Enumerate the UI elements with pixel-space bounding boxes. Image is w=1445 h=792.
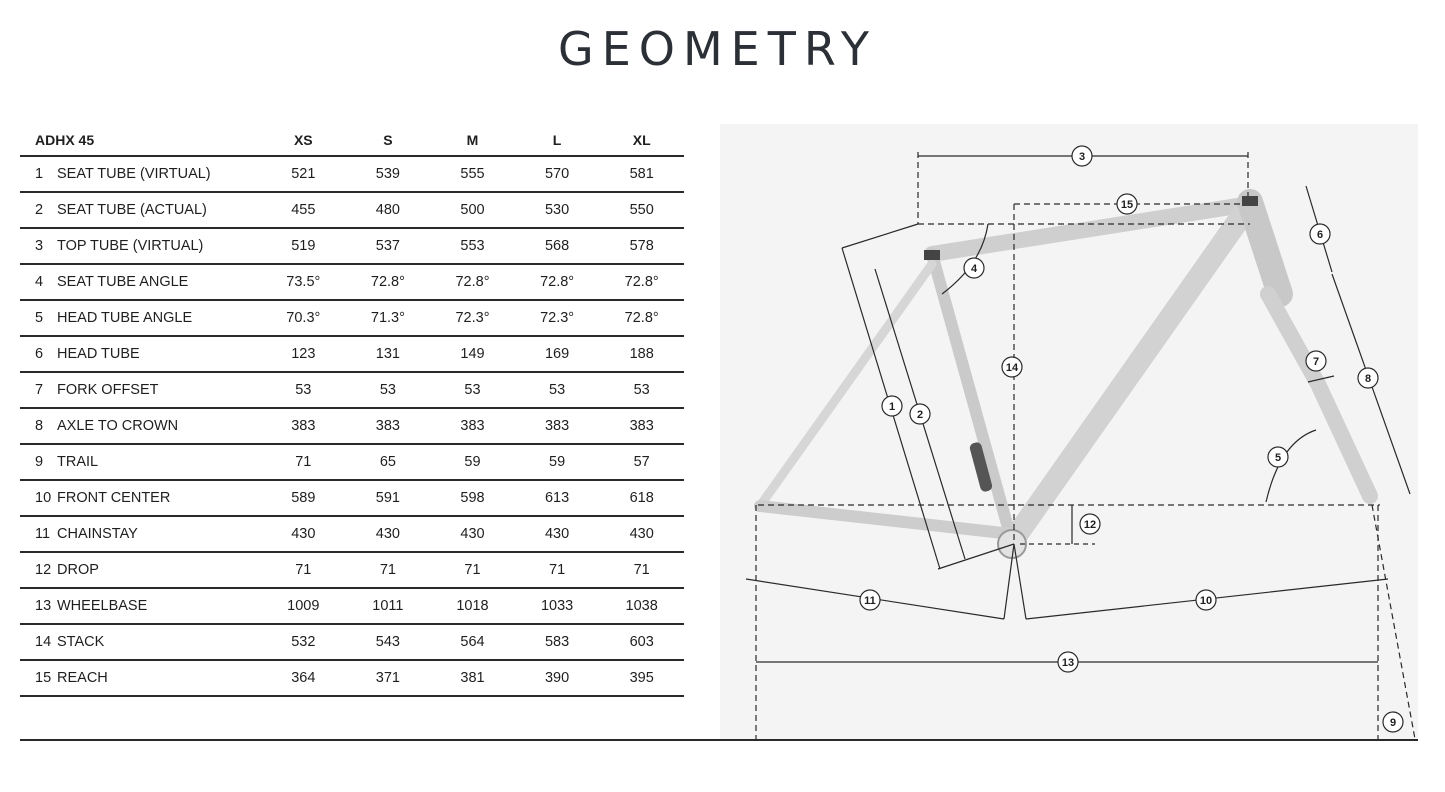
cell-value: 53	[261, 372, 346, 408]
seat-tube	[932, 254, 1012, 542]
table-row	[20, 228, 684, 264]
table-row	[20, 336, 684, 372]
callout-number: 10	[1199, 595, 1213, 607]
chain-stay	[760, 506, 1012, 534]
cell-value: 583	[515, 624, 600, 660]
row-label	[20, 552, 261, 588]
table-row	[20, 624, 684, 660]
geometry-table	[20, 125, 684, 697]
cell-value: 383	[430, 408, 515, 444]
row-label-text: FORK OFFSET	[57, 382, 159, 398]
size-header: L	[515, 125, 600, 156]
cell-value: 131	[346, 336, 431, 372]
bike-geometry-diagram	[720, 124, 1418, 739]
callout-number: 12	[1083, 519, 1097, 531]
cell-value: 618	[599, 480, 684, 516]
cell-value: 570	[515, 156, 600, 192]
cell-value: 53	[430, 372, 515, 408]
row-number: 6	[35, 346, 44, 362]
cell-value: 383	[515, 408, 600, 444]
frame-drawing	[720, 124, 1418, 739]
callout-number: 15	[1120, 199, 1134, 211]
row-label	[20, 300, 261, 336]
cell-value: 53	[515, 372, 600, 408]
cell-value: 383	[261, 408, 346, 444]
callout-number: 8	[1364, 373, 1372, 385]
row-number: 3	[35, 238, 44, 254]
row-label-text: SEAT TUBE ANGLE	[57, 274, 189, 290]
row-label-text: REACH	[57, 670, 108, 686]
row-number: 12	[35, 562, 52, 578]
row-label-text: HEAD TUBE ANGLE	[57, 310, 193, 326]
cell-value: 500	[430, 192, 515, 228]
cell-value: 613	[515, 480, 600, 516]
row-label-text: TRAIL	[57, 454, 99, 470]
row-label-text: TOP TUBE (VIRTUAL)	[57, 238, 204, 254]
row-label	[20, 372, 261, 408]
cell-value: 430	[515, 516, 600, 552]
cell-value: 455	[261, 192, 346, 228]
table-row	[20, 408, 684, 444]
cell-value: 564	[430, 624, 515, 660]
cell-value: 539	[346, 156, 431, 192]
row-label	[20, 480, 261, 516]
cell-value: 70.3°	[261, 300, 346, 336]
row-number: 15	[35, 670, 52, 686]
row-number: 14	[35, 634, 52, 650]
callout-number: 14	[1005, 362, 1019, 374]
row-label	[20, 444, 261, 480]
row-label	[20, 264, 261, 300]
row-label	[20, 588, 261, 624]
cell-value: 383	[599, 408, 684, 444]
cell-value: 188	[599, 336, 684, 372]
callout-number: 3	[1078, 151, 1086, 163]
table-row	[20, 516, 684, 552]
row-label-text: CHAINSTAY	[57, 526, 138, 542]
table-row	[20, 372, 684, 408]
row-number: 13	[35, 598, 52, 614]
cell-value: 72.8°	[346, 264, 431, 300]
cell-value: 73.5°	[261, 264, 346, 300]
size-header: XL	[599, 125, 684, 156]
cell-value: 381	[430, 660, 515, 696]
headset-cap	[1242, 196, 1258, 206]
row-label	[20, 336, 261, 372]
cell-value: 364	[261, 660, 346, 696]
cell-value: 530	[515, 192, 600, 228]
table-row	[20, 300, 684, 336]
table-row	[20, 660, 684, 696]
cell-value: 521	[261, 156, 346, 192]
cell-value: 1009	[261, 588, 346, 624]
callout-number: 4	[970, 263, 978, 275]
size-header: M	[430, 125, 515, 156]
bottom-rule	[20, 739, 1418, 741]
cell-value: 71	[261, 552, 346, 588]
size-header: S	[346, 125, 431, 156]
callout-number: 11	[864, 595, 876, 607]
cell-value: 603	[599, 624, 684, 660]
table-row	[20, 480, 684, 516]
row-label-text: DROP	[57, 562, 99, 578]
table-row	[20, 192, 684, 228]
cell-value: 71	[261, 444, 346, 480]
cell-value: 589	[261, 480, 346, 516]
cell-value: 72.8°	[599, 264, 684, 300]
seat-stay	[760, 264, 932, 506]
cell-value: 71	[346, 552, 431, 588]
row-label	[20, 228, 261, 264]
cell-value: 1011	[346, 588, 431, 624]
cell-value: 395	[599, 660, 684, 696]
row-number: 10	[35, 490, 52, 506]
cell-value: 71	[430, 552, 515, 588]
cell-value: 123	[261, 336, 346, 372]
cell-value: 72.8°	[515, 264, 600, 300]
cell-value: 568	[515, 228, 600, 264]
cell-value: 72.3°	[430, 300, 515, 336]
row-label	[20, 192, 261, 228]
callout-number: 9	[1389, 717, 1397, 729]
top-tube	[932, 204, 1250, 254]
cell-value: 371	[346, 660, 431, 696]
row-label-text: SEAT TUBE (VIRTUAL)	[57, 166, 211, 182]
page-title: GEOMETRY	[558, 22, 877, 76]
row-number: 9	[35, 454, 44, 470]
cell-value: 1038	[599, 588, 684, 624]
row-number: 4	[35, 274, 44, 290]
cell-value: 72.8°	[430, 264, 515, 300]
down-tube	[1012, 204, 1250, 542]
cell-value: 59	[515, 444, 600, 480]
row-number: 5	[35, 310, 44, 326]
cell-value: 480	[346, 192, 431, 228]
cell-value: 390	[515, 660, 600, 696]
row-number: 8	[35, 418, 44, 434]
row-label-text: WHEELBASE	[57, 598, 148, 614]
trail-line	[1372, 505, 1415, 739]
table-body	[20, 156, 684, 696]
cell-value: 169	[515, 336, 600, 372]
cell-value: 57	[599, 444, 684, 480]
cell-value: 72.8°	[599, 300, 684, 336]
cell-value: 65	[346, 444, 431, 480]
callout-number: 13	[1061, 657, 1075, 669]
row-label	[20, 156, 261, 192]
row-label	[20, 660, 261, 696]
cell-value: 430	[430, 516, 515, 552]
table-row	[20, 156, 684, 192]
cell-value: 532	[261, 624, 346, 660]
seat-clamp	[924, 250, 940, 260]
cell-value: 71.3°	[346, 300, 431, 336]
table-row	[20, 444, 684, 480]
table-row	[20, 264, 684, 300]
cell-value: 581	[599, 156, 684, 192]
cell-value: 59	[430, 444, 515, 480]
cell-value: 53	[346, 372, 431, 408]
size-header: XS	[261, 125, 346, 156]
callout-markers	[860, 146, 1403, 732]
callout-number: 6	[1316, 229, 1324, 241]
table-row	[20, 588, 684, 624]
cell-value: 71	[599, 552, 684, 588]
cell-value: 537	[346, 228, 431, 264]
table-header-row	[20, 125, 684, 156]
row-label-text: STACK	[57, 634, 105, 650]
callout-number: 1	[888, 401, 896, 413]
cell-value: 555	[430, 156, 515, 192]
head-tube	[1250, 202, 1280, 294]
cell-value: 1018	[430, 588, 515, 624]
cell-value: 553	[430, 228, 515, 264]
row-number: 11	[35, 526, 51, 542]
cell-value: 53	[599, 372, 684, 408]
callout-number: 2	[916, 409, 924, 421]
cell-value: 598	[430, 480, 515, 516]
row-label-text: SEAT TUBE (ACTUAL)	[57, 202, 207, 218]
model-name: ADHX 45	[20, 125, 261, 156]
row-label	[20, 516, 261, 552]
row-number: 7	[35, 382, 44, 398]
cell-value: 430	[599, 516, 684, 552]
row-label-text: HEAD TUBE	[57, 346, 140, 362]
bike-frame	[760, 196, 1370, 558]
cell-value: 519	[261, 228, 346, 264]
cell-value: 550	[599, 192, 684, 228]
row-label	[20, 624, 261, 660]
cell-value: 383	[346, 408, 431, 444]
cell-value: 72.3°	[515, 300, 600, 336]
cell-value: 71	[515, 552, 600, 588]
callout-number: 7	[1312, 356, 1320, 368]
cell-value: 430	[261, 516, 346, 552]
row-label-text: FRONT CENTER	[57, 490, 171, 506]
row-label-text: AXLE TO CROWN	[57, 418, 179, 434]
callout-number: 5	[1274, 452, 1282, 464]
row-label	[20, 408, 261, 444]
cell-value: 578	[599, 228, 684, 264]
cell-value: 543	[346, 624, 431, 660]
cell-value: 591	[346, 480, 431, 516]
row-number: 2	[35, 202, 44, 218]
cell-value: 430	[346, 516, 431, 552]
row-number: 1	[35, 166, 44, 182]
table-row	[20, 552, 684, 588]
cell-value: 1033	[515, 588, 600, 624]
cell-value: 149	[430, 336, 515, 372]
